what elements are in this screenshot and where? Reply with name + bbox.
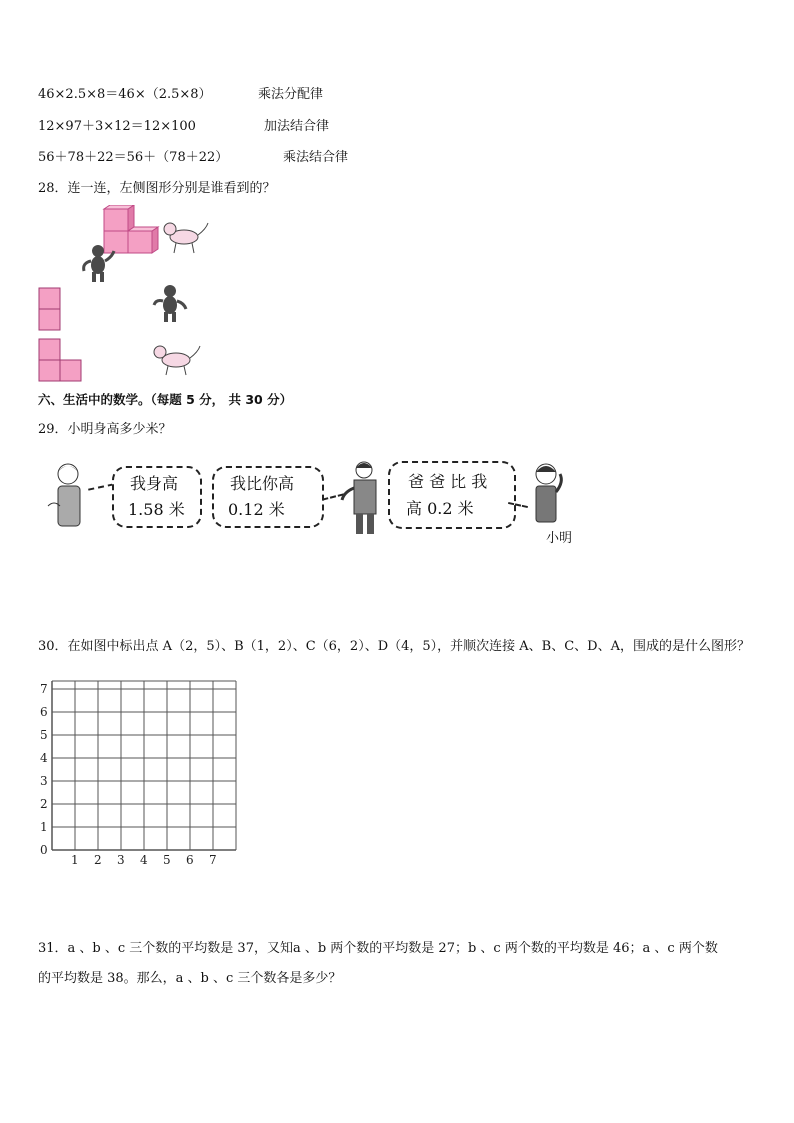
bubble-1-line-1: 我身高	[130, 474, 179, 493]
grid-x-tick-label: 5	[163, 853, 171, 867]
law-expr-1: 46×2.5×8＝46×（2.5×8）	[38, 87, 212, 102]
question-30: 30．在如图中标出点 A（2，5）、B（1，2）、C（6，2）、D（4，5），并顺次连接 A、B、C、D、A，围成的是什么图形？	[38, 639, 750, 654]
grid-x-tick-label: 1	[71, 853, 79, 867]
law-name-1: 乘法分配律	[258, 87, 324, 102]
speech-bubble-3	[388, 461, 516, 529]
grid-y-tick-label: 3	[40, 774, 48, 788]
question-29: 29．小明身高多少米？	[38, 422, 172, 437]
grid-y-tick-label: 5	[40, 728, 48, 742]
question-31-line-2: 的平均数是 38。那么，a 、b 、c 三个数各是多少？	[38, 971, 342, 986]
view-shape-1	[38, 287, 62, 331]
bubble-3-line-2: 高 0.2 米	[406, 499, 474, 518]
view-shape-2	[38, 338, 84, 382]
law-name-2: 加法结合律	[264, 119, 330, 134]
xiaoming-label: 小明	[546, 531, 573, 546]
grid-y-tick-label: 2	[40, 797, 48, 811]
grid-x-tick-label: 7	[209, 853, 217, 867]
father-figure	[338, 460, 388, 536]
grid-y-tick-label: 4	[40, 751, 48, 765]
grid-x-tick-label: 3	[117, 853, 125, 867]
law-name-3: 乘法结合律	[283, 150, 349, 165]
grid-y-tick-label: 7	[40, 682, 48, 696]
xiaoming-figure	[522, 462, 572, 528]
law-expr-3: 56＋78＋22＝56＋（78＋22）	[38, 150, 229, 165]
girl-figure	[44, 462, 94, 536]
question-28: 28．连一连，左侧图形分别是谁看到的？	[38, 181, 276, 196]
speech-bubble-1	[112, 466, 202, 528]
grid-x-tick-label: 4	[140, 853, 148, 867]
law-expr-2: 12×97＋3×12＝12×100	[38, 119, 196, 134]
monkey-figure	[152, 285, 188, 325]
coordinate-grid	[38, 672, 238, 868]
grid-x-tick-label: 2	[94, 853, 102, 867]
grid-x-tick-label: 6	[186, 853, 194, 867]
speech-bubble-2	[212, 466, 324, 528]
grid-y-tick-label: 6	[40, 705, 48, 719]
section-6-title: 六、生活中的数学。（每题 5 分， 共 30 分）	[38, 392, 293, 407]
bubble-2-line-1: 我比你高	[230, 474, 295, 493]
bubble-3-line-1: 爸 爸 比 我	[408, 472, 488, 491]
grid-origin-label: 0	[40, 843, 48, 857]
grid-y-tick-label: 1	[40, 820, 48, 834]
bubble-1-line-2: 1.58 米	[128, 500, 185, 519]
cube-stack-figure	[76, 205, 216, 285]
question-31-line-1: 31．a 、b 、c 三个数的平均数是 37，又知a 、b 两个数的平均数是 27；b 、c 两个数的平均数是 46；a 、c 两个数	[38, 941, 718, 956]
dog-figure	[150, 340, 202, 378]
bubble-2-line-2: 0.12 米	[228, 500, 285, 519]
